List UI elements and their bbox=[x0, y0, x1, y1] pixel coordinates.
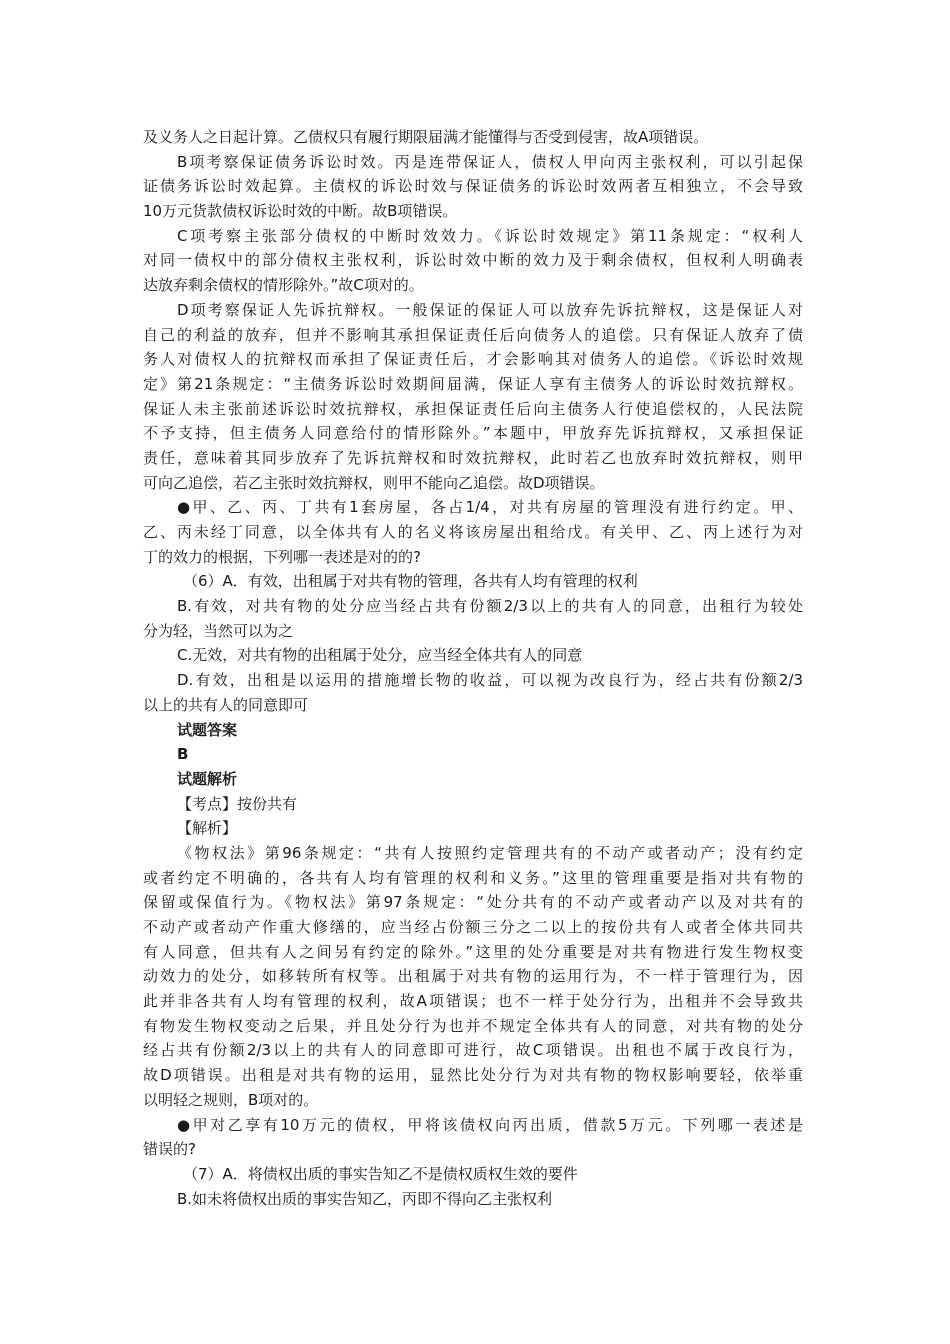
text-line: 乙、丙未经丁同意，以全体共有人的名义将该房屋出租给戊。有关甲、乙、丙上述行为对 bbox=[143, 523, 803, 541]
text-line: 证债务诉讼时效起算。主债权的诉讼时效与保证债务的诉讼时效两者互相独立，不会导致 bbox=[143, 177, 803, 196]
text-line: 经占共有份额2/3以上的共有人的同意即可进行，故C项错误。出租也不属于改良行为， bbox=[143, 1041, 803, 1060]
text-line: 错误的? bbox=[143, 1140, 196, 1159]
text-line: 丁的效力的根据，下列哪一表述是对的的? bbox=[143, 547, 421, 566]
text-line: 10万元货款债权诉讼时效的中断。故B项错误。 bbox=[143, 202, 458, 221]
text-line: C.无效，对共有物的出租属于处分，应当经全体共有人的同意 bbox=[177, 646, 583, 665]
text-line: ●甲、乙、丙、丁共有1套房屋，各占1/4，对共有房屋的管理没有进行约定。甲、 bbox=[177, 498, 803, 517]
text-line: 责任，意味着其同步放弃了先诉抗辩权和时效抗辩权，此时若乙也放弃时效抗辩权，则甲 bbox=[143, 448, 803, 467]
text-line: 不予支持，但主债务人同意给付的情形除外。”本题中，甲放弃先诉抗辩权，又承担保证 bbox=[143, 424, 803, 443]
text-line: 【解析】 bbox=[177, 819, 238, 838]
text-line: 有人同意，但共有人之间另有约定的除外。”这里的处分重要是对共有物进行发生物权变 bbox=[143, 942, 803, 961]
text-line: （6）A．有效，出租属于对共有物的管理，各共有人均有管理的权利 bbox=[183, 572, 638, 591]
text-line: B.有效，对共有物的处分应当经占共有份额2/3以上的共有人的同意，出租行为较处 bbox=[177, 597, 803, 616]
text-line: 分为轻，当然可以为之 bbox=[143, 621, 294, 640]
text-line: B.如未将债权出质的事实告知乙，丙即不得向乙主张权利 bbox=[177, 1189, 553, 1208]
text-line: 不动产或者动产作重大修缮的，应当经占份额三分之二以上的按份共有人或者全体共同共 bbox=[143, 918, 803, 936]
text-line: 《物权法》第96条规定：“共有人按照约定管理共有的不动产或者动产；没有约定 bbox=[177, 843, 803, 862]
text-line: 达放弃剩余债权的情形除外。”故C项对的。 bbox=[143, 276, 424, 295]
text-line: 或者约定不明确的，各共有人均有管理的权利和义务。”这里的管理重要是指对共有物的 bbox=[143, 868, 803, 887]
text-line: 自己的利益的放弃，但并不影响其承担保证责任后向债务人的追偿。只有保证人放弃了债 bbox=[143, 325, 803, 344]
text-line: 【考点】按份共有 bbox=[177, 794, 298, 813]
text-line: 可向乙追偿，若乙主张时效抗辩权，则甲不能向乙追偿。故D项错误。 bbox=[143, 473, 605, 492]
text-line: D项考察保证人先诉抗辩权。一般保证的保证人可以放弃先诉抗辩权，这是保证人对 bbox=[177, 300, 803, 319]
text-line: 以明轻之规则，B项对的。 bbox=[143, 1090, 319, 1109]
text-line: 以上的共有人的同意即可 bbox=[143, 695, 309, 714]
text-line: 保证人未主张前述诉讼时效抗辩权，承担保证责任后向主债务人行使追偿权的，人民法院 bbox=[143, 399, 803, 418]
text-line: 保留或保值行为。《物权法》第97条规定：“处分共有的不动产或者动产以及对共有的 bbox=[143, 893, 803, 912]
text-line: C项考察主张部分债权的中断时效效力。《诉讼时效规定》第11条规定：“权利人 bbox=[177, 226, 803, 245]
text-line: 故D项错误。出租是对共有物的运用，显然比处分行为对共有物的物权影响要轻，依举重 bbox=[143, 1066, 803, 1085]
text-line: B项考察保证债务诉讼时效。丙是连带保证人，债权人甲向丙主张权利，可以引起保 bbox=[177, 152, 803, 171]
section-heading: 试题解析 bbox=[177, 769, 238, 788]
section-heading: B bbox=[177, 745, 189, 764]
document-page bbox=[143, 125, 803, 1211]
text-line: （7）A．将债权出质的事实告知乙不是债权质权生效的要件 bbox=[183, 1164, 578, 1183]
text-line: 定》第21条规定：“主债务诉讼时效期间届满，保证人享有主债务人的诉讼时效抗辩权。 bbox=[143, 374, 803, 393]
text-line: 动效力的处分，如移转所有权等。出租属于对共有物的运用行为，不一样于管理行为，因 bbox=[143, 967, 803, 986]
text-line: 此并非各共有人均有管理的权利，故A项错误；也不一样于处分行为，出租并不会导致共 bbox=[143, 992, 803, 1011]
text-line: 对同一债权中的部分债权主张权利，诉讼时效中断的效力及于剩余债权，但权利人明确表 bbox=[143, 251, 803, 270]
text-line: 有物发生物权变动之后果，并且处分行为也并不规定全体共有人的同意，对共有物的处分 bbox=[143, 1016, 803, 1035]
text-line: ●甲对乙享有10万元的债权，甲将该债权向丙出质，借款5万元。下列哪一表述是 bbox=[177, 1115, 803, 1134]
text-line: 及义务人之日起计算。乙债权只有履行期限届满才能懂得与否受到侵害，故A项错误。 bbox=[143, 128, 709, 146]
text-line: D.有效，出租是以运用的措施增长物的收益，可以视为改良行为，经占共有份额2/3 bbox=[177, 671, 803, 690]
text-line: 务人对债权人的抗辩权而承担了保证责任后，才会影响其对债务人的追偿。《诉讼时效规 bbox=[143, 350, 803, 369]
section-heading: 试题答案 bbox=[177, 720, 238, 739]
